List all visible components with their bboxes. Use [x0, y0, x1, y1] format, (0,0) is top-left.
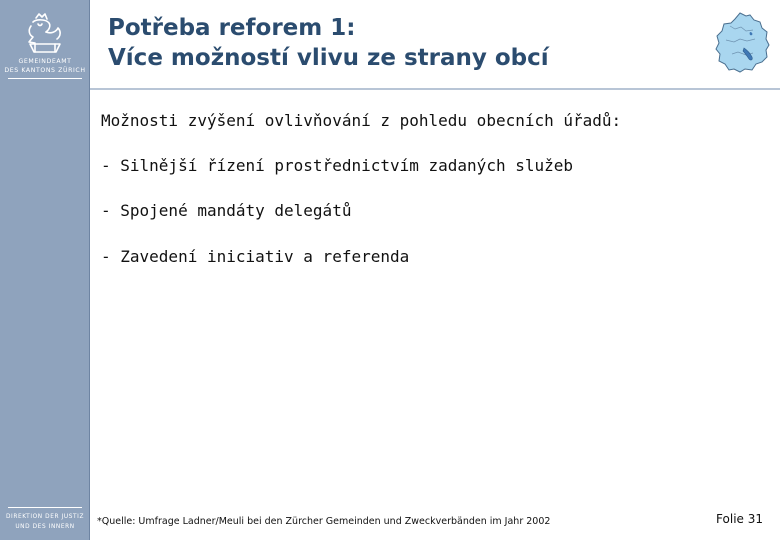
canton-zurich-map-icon [710, 10, 772, 74]
list-item-initiatives-referenda: - Zavedení iniciativ a referenda [101, 247, 410, 266]
department-divider [8, 507, 82, 508]
organization-name-line2: DES KANTONS ZÜRICH [4, 67, 86, 74]
header-divider [90, 88, 780, 90]
slide-title-line2: Více možností vlivu ze strany obcí [108, 45, 549, 71]
list-item-strengthened-control: - Silnější řízení prostřednictvím zadaných služeb [101, 156, 574, 175]
list-item-combined-mandates: - Spojené mandáty delegátů [101, 201, 352, 220]
source-footnote: *Quelle: Umfrage Ladner/Meuli bei den Zürcher Gemeinden und Zweckverbänden im Jahr 2002 [97, 516, 551, 527]
intro-text: Možnosti zvýšení ovlivňování z pohledu obecních úřadů: [101, 111, 622, 130]
sidebar-divider [89, 0, 90, 540]
department-name-line2: UND DES INNERN [15, 524, 75, 530]
organization-name [0, 57, 90, 75]
organization-divider [8, 78, 82, 79]
zurich-lion-crest-icon [22, 12, 68, 56]
sidebar [0, 0, 90, 540]
slide-title [108, 13, 549, 73]
organization-name-line1: GEMEINDEAMT [18, 58, 72, 65]
slide-number: Folie 31 [716, 512, 763, 526]
department-name-line1: DIREKTION DER JUSTIZ [5, 514, 85, 520]
department-name [0, 512, 90, 532]
slide-title-line1: Potřeba reforem 1: [108, 15, 356, 41]
